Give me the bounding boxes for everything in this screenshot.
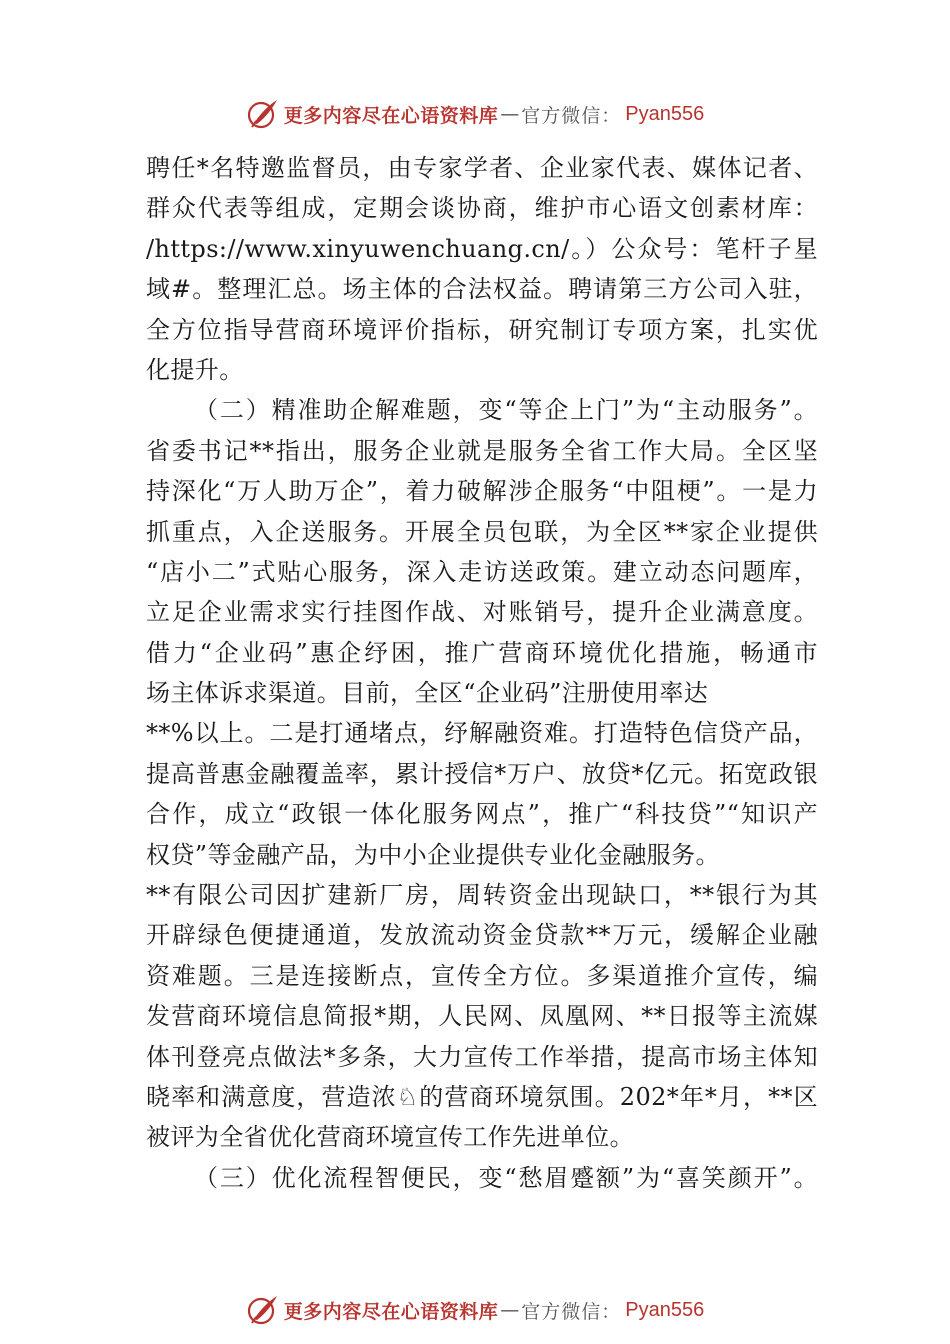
text-line: 立足企业需求实行挂图作战、对账销号，提升企业满意度。 — [146, 598, 818, 627]
text-line: 体刊登亮点做法*多条，大力宣传工作举措，提高市场主体知 — [146, 1042, 818, 1071]
banner-separator: — — [500, 1299, 520, 1321]
header-banner — [0, 94, 950, 134]
banner-library-text: 更多内容尽在心语资料库 — [283, 104, 499, 127]
text-line: 抓重点，入企送服务。开展全员包联，为全区**家企业提供 — [146, 517, 818, 546]
quill-pen-logo-icon — [246, 97, 280, 131]
text-line: 全方位指导营商环境评价指标，研究制订专项方案，扎实优 — [146, 315, 818, 344]
footer-banner — [0, 1290, 950, 1330]
banner-separator: — — [500, 103, 520, 125]
text-line: 权贷”等金融产品，为中小企业提供专业化金融服务。 — [146, 840, 720, 869]
text-line: 场主体诉求渠道。目前，全区“企业码”注册使用率达 — [146, 679, 709, 708]
text-line: 省委书记**指出，服务企业就是服务全省工作大局。全区坚 — [146, 436, 818, 465]
text-line: **有限公司因扩建新厂房，周转资金出现缺口，**银行为其 — [146, 881, 818, 910]
banner-library-text: 更多内容尽在心语资料库 — [283, 1300, 499, 1323]
text-line: 持深化“万人助万企”，着力破解涉企服务“中阻梗”。一是力 — [146, 477, 818, 506]
text-line: 群众代表等组成，定期会谈协商，维护市心语文创素材库： — [146, 194, 818, 223]
text-line: 合作，成立“政银一体化服务网点”，推广“科技贷”“知识产 — [146, 800, 818, 829]
text-line: /https://www.xinyuwenchuang.cn/。）公众号：笔杆子星 — [146, 234, 818, 263]
text-line: 被评为全省优化营商环境宣传工作先进单位。 — [146, 1123, 634, 1152]
document-body — [146, 148, 818, 1198]
text-line: **%以上。二是打通堵点，纾解融资难。打造特色信贷产品， — [146, 719, 818, 748]
banner-wechat-id: Pyan556 — [625, 102, 705, 125]
quill-pen-logo-icon — [246, 1293, 280, 1327]
text-line: 晓率和满意度，营造浓♘的营商环境氛围。202*年*月，**区 — [146, 1082, 818, 1111]
banner-wechat-label: 官方微信： — [521, 1300, 622, 1323]
text-line: 借力“企业码”惠企纾困，推广营商环境优化措施，畅通市 — [146, 638, 818, 667]
text-line: 提高普惠金融覆盖率，累计授信*万户、放贷*亿元。拓宽政银 — [146, 759, 818, 788]
banner-wechat-label: 官方微信： — [521, 104, 622, 127]
text-line: （三）优化流程智便民，变“愁眉蹙额”为“喜笑颜开”。 — [194, 1163, 818, 1192]
banner-wechat-id: Pyan556 — [625, 1298, 705, 1321]
text-line: 资难题。三是连接断点，宣传全方位。多渠道推介宣传，编 — [146, 961, 818, 990]
text-line: 域#。整理汇总。场主体的合法权益。聘请第三方公司入驻， — [146, 275, 818, 304]
text-line: （二）精准助企解难题，变“等企上门”为“主动服务”。 — [194, 396, 818, 425]
text-line: “店小二”式贴心服务，深入走访送政策。建立动态问题库， — [146, 557, 818, 586]
text-line: 聘任*名特邀监督员，由专家学者、企业家代表、媒体记者、 — [146, 154, 818, 182]
text-line: 发营商环境信息简报*期，人民网、凤凰网、**日报等主流媒 — [146, 1002, 818, 1031]
text-line: 化提升。 — [146, 355, 244, 384]
text-line: 开辟绿色便捷通道，发放流动资金贷款**万元，缓解企业融 — [146, 921, 818, 950]
